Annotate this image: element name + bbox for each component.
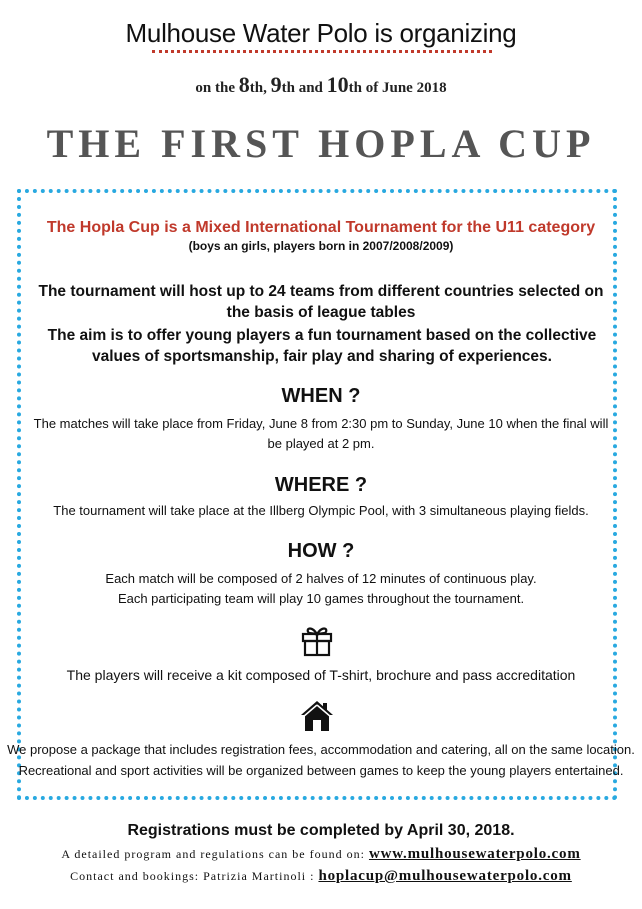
date-day-3: 10 xyxy=(326,72,349,97)
date-day-3-suffix: th xyxy=(348,80,362,96)
program-label: A detailed program and regulations can be found on: xyxy=(61,847,365,861)
email-link[interactable]: hoplacup@mulhousewaterpolo.com xyxy=(318,868,572,884)
package-line-1: We propose a package that includes registration fees, accommodation and catering, all on the same location. xyxy=(7,742,635,757)
intro-paragraph-2: The aim is to offer young players a fun tournament based on the collective values of sportsmanship, fair play and sharing of experiences. xyxy=(47,327,597,365)
date-day-1-suffix: th xyxy=(249,80,264,96)
date-day-1: 8 xyxy=(238,72,250,97)
intro-subline: (boys an girls, players born in 2007/2008/2009) xyxy=(188,239,454,253)
how-line-2: Each participating team will play 10 games throughout the tournament. xyxy=(117,591,525,606)
house-icon xyxy=(299,698,335,734)
date-day-2: 9 xyxy=(270,72,282,97)
date-day-2-suffix: th xyxy=(281,80,295,96)
when-heading: WHEN ? xyxy=(281,385,361,407)
program-line xyxy=(0,846,642,863)
package-line-2: Recreational and sport activities will be organized between games to keep the young players entertained. xyxy=(18,763,624,778)
contact-label: Contact and bookings: Patrizia Martinoli : xyxy=(70,869,315,883)
contact-line xyxy=(0,868,642,885)
organizer-line: Mulhouse Water Polo is organizing xyxy=(125,18,517,48)
dates-month-year: of June 2018 xyxy=(365,80,447,96)
registration-deadline: Registrations must be completed by April 30, 2018. xyxy=(127,822,515,839)
gift-icon xyxy=(299,621,335,657)
where-text: The tournament will take place at the Illberg Olympic Pool, with 3 simultaneous playing fields. xyxy=(53,503,589,518)
dates-prefix: on the xyxy=(195,80,236,96)
how-heading: HOW ? xyxy=(287,540,355,562)
page-title: THE FIRST HOPLA CUP xyxy=(46,121,596,166)
red-dotted-divider xyxy=(152,50,492,53)
dates-and: and xyxy=(298,80,323,96)
event-dates: on the 8th, 9th and 10th of June 2018 xyxy=(195,72,447,97)
kit-text: The players will receive a kit composed of T-shirt, brochure and pass accreditation xyxy=(66,667,576,683)
when-text: The matches will take place from Friday, June 8 from 2:30 pm to Sunday, June 10 when the final will be played at 2 pm. xyxy=(33,416,609,451)
website-link[interactable]: www.mulhousewaterpolo.com xyxy=(368,846,581,862)
where-heading: WHERE ? xyxy=(274,474,368,496)
intro-headline: The Hopla Cup is a Mixed International Tournament for the U11 category xyxy=(46,219,596,236)
how-line-1: Each match will be composed of 2 halves of 12 minutes of continuous play. xyxy=(105,571,537,586)
intro-paragraph-1: The tournament will host up to 24 teams from different countries selected on the basis of league tables xyxy=(38,283,604,321)
